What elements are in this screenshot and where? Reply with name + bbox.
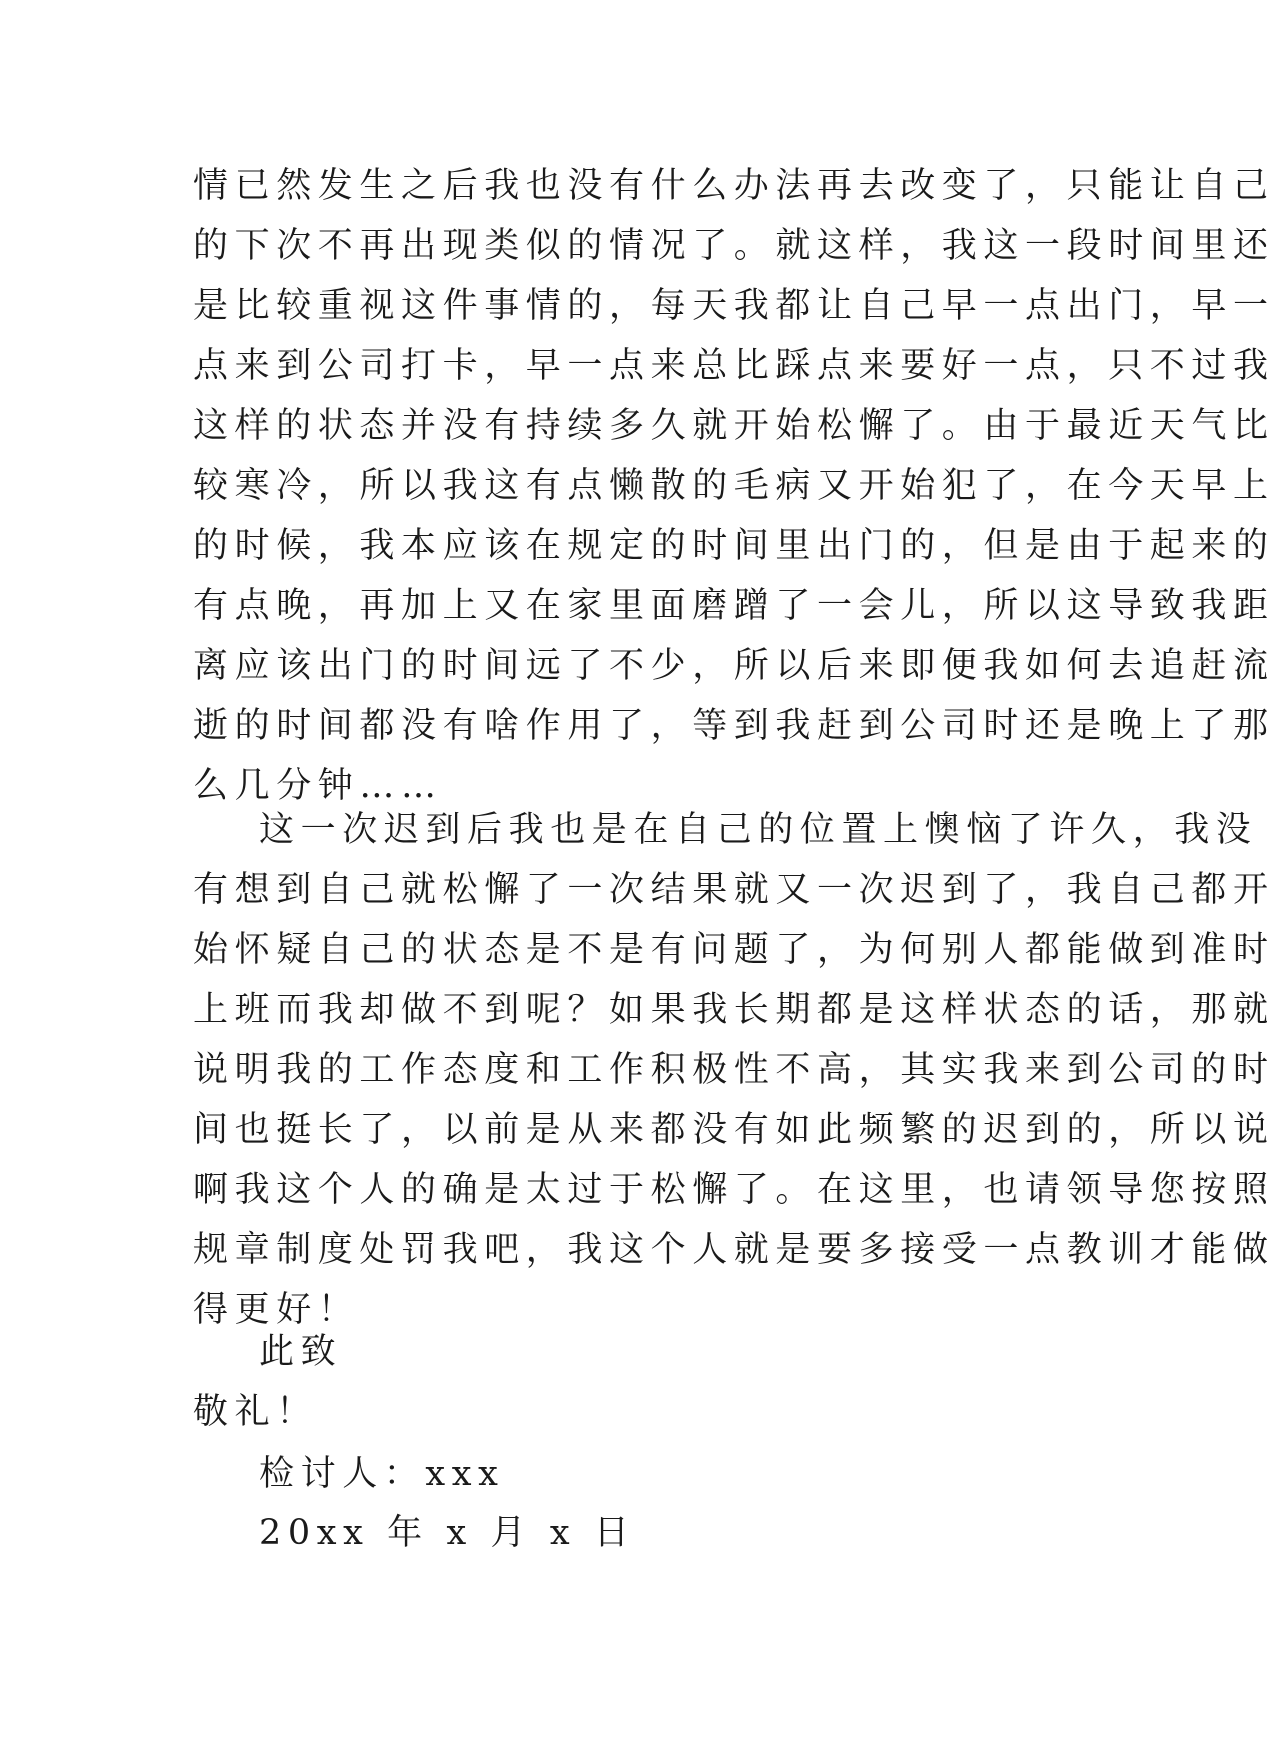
- closing-regards: [193, 1382, 1053, 1442]
- signer-name: 检讨人：xxx: [259, 1454, 505, 1494]
- paragraph-line: 点来到公司打卡，早一点来总比踩点来要好一点，只不过我: [193, 346, 1275, 386]
- salutation-line-2: 敬礼！: [193, 1392, 318, 1432]
- paragraph-line: 这一次迟到后我也是在自己的位置上懊恼了许久，我没: [259, 810, 1258, 850]
- paragraph-line: 有点晚，再加上又在家里面磨蹭了一会儿，所以这导致我距: [193, 586, 1275, 626]
- paragraph-line: 离应该出门的时间远了不少，所以后来即便我如何去追赶流: [193, 646, 1275, 686]
- paragraph-line: 是比较重视这件事情的，每天我都让自己早一点出门，早一: [193, 286, 1275, 326]
- paragraph-line: 么几分钟……: [193, 766, 443, 806]
- paragraph-line: 始怀疑自己的状态是不是有问题了，为何别人都能做到准时: [193, 930, 1275, 970]
- paragraph-line: 较寒冷，所以我这有点懒散的毛病又开始犯了，在今天早上: [193, 466, 1275, 506]
- closing-salutation: [193, 1322, 1053, 1382]
- paragraph-line: 这样的状态并没有持续多久就开始松懈了。由于最近天气比: [193, 406, 1275, 446]
- document-date: 20xx 年 x 月 x 日: [259, 1513, 636, 1553]
- paragraph-line: 得更好！: [193, 1290, 360, 1330]
- paragraph-line: 有想到自己就松懈了一次结果就又一次迟到了，我自己都开: [193, 870, 1275, 910]
- paragraph-2: [193, 800, 1275, 1340]
- paragraph-line: 情已然发生之后我也没有什么办法再去改变了，只能让自己: [193, 166, 1275, 206]
- signature-block: [193, 1444, 1053, 1504]
- paragraph-line: 逝的时间都没有啥作用了，等到我赶到公司时还是晚上了那: [193, 706, 1275, 746]
- salutation-line-1: 此致: [259, 1332, 343, 1372]
- paragraph-line: 的下次不再出现类似的情况了。就这样，我这一段时间里还: [193, 226, 1275, 266]
- paragraph-line: 的时候，我本应该在规定的时间里出门的，但是由于起来的: [193, 526, 1275, 566]
- date-block: [193, 1503, 1053, 1563]
- paragraph-1: [193, 156, 1275, 816]
- paragraph-line: 规章制度处罚我吧，我这个人就是要多接受一点教训才能做: [193, 1230, 1275, 1270]
- paragraph-line: 上班而我却做不到呢？如果我长期都是这样状态的话，那就: [193, 990, 1275, 1030]
- paragraph-line: 间也挺长了，以前是从来都没有如此频繁的迟到的，所以说: [193, 1110, 1275, 1150]
- paragraph-line: 啊我这个人的确是太过于松懈了。在这里，也请领导您按照: [193, 1170, 1275, 1210]
- paragraph-line: 说明我的工作态度和工作积极性不高，其实我来到公司的时: [193, 1050, 1275, 1090]
